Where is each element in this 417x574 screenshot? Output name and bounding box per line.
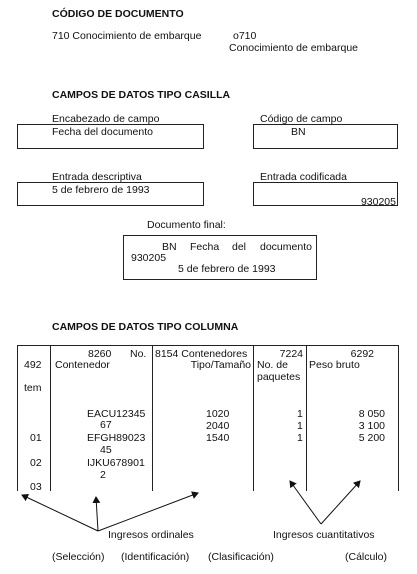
doc-final-fecha: Fecha	[190, 241, 220, 253]
box-fields-heading: CAMPOS DE DATOS TIPO CASILLA	[52, 89, 231, 101]
caption-clasificacion: (Clasificación)	[208, 551, 274, 563]
col4-num: 7224	[279, 348, 303, 360]
row3-type: 1540	[206, 432, 230, 444]
doc-final-del: del	[232, 241, 247, 253]
arrow-selection	[22, 495, 98, 531]
row1-container-b: 67	[100, 419, 112, 431]
encabezado-value: Fecha del documento	[52, 126, 153, 138]
row1-weight: 8 050	[358, 408, 385, 420]
arrow-weight	[321, 481, 360, 524]
row3-container-a: EFGH89023	[87, 432, 146, 444]
col2-no: No.	[130, 348, 147, 360]
col5-num: 6292	[350, 348, 374, 360]
ingresos-ordinales-label: Ingresos ordinales	[108, 529, 194, 541]
entrada-desc-label: Entrada descriptiva	[52, 171, 142, 183]
entrada-desc-value: 5 de febrero de 1993	[52, 184, 150, 196]
doc-final-label: Documento final:	[147, 219, 226, 231]
codigo-value: BN	[291, 126, 306, 138]
row5-item: 03	[30, 481, 42, 493]
row1-container-a: EACU12345	[87, 408, 146, 420]
caption-identificacion: (Identificación)	[121, 551, 190, 563]
col2-num: 8260	[88, 348, 112, 360]
col3-label2: Tipo/Tamaño	[190, 359, 251, 371]
col1-header: 492	[24, 359, 42, 371]
col3-label1: 8154 Contenedores	[155, 348, 248, 360]
row3-container-b: 45	[100, 444, 112, 456]
arrow-pk	[290, 481, 321, 524]
row4-container-a: IJKU678901	[87, 457, 145, 469]
doc-code-left: 710 Conocimiento de embarque	[52, 30, 202, 42]
doc-code-heading: CÓDIGO DE DOCUMENTO	[52, 8, 184, 20]
col2-label: Contenedor	[55, 359, 110, 371]
codigo-label: Código de campo	[260, 113, 343, 125]
col1-header2: tem	[24, 382, 42, 394]
row3-pk: 1	[297, 432, 303, 444]
doc-final-bn: BN	[162, 241, 177, 253]
column-fields-heading: CAMPOS DE DATOS TIPO COLUMNA	[52, 321, 239, 333]
encabezado-label: Encabezado de campo	[52, 113, 160, 125]
col4-label: No. de paquetes	[257, 359, 301, 383]
doc-final-code: 930205	[131, 252, 167, 264]
row2-pk: 1	[297, 420, 303, 432]
doc-code-right-code: o710	[233, 30, 257, 42]
entrada-cod-label: Entrada codificada	[260, 171, 347, 183]
doc-final-date: 5 de febrero de 1993	[178, 263, 276, 275]
caption-calculo: (Cálculo)	[345, 551, 388, 563]
row2-type: 2040	[206, 420, 230, 432]
row2-weight: 3 100	[358, 420, 385, 432]
row4-item: 02	[30, 457, 42, 469]
row3-weight: 5 200	[358, 432, 385, 444]
row1-pk: 1	[297, 408, 303, 420]
entrada-cod-value: 930205	[360, 196, 396, 208]
ingresos-cuantitativos-label: Ingresos cuantitativos	[273, 529, 375, 541]
doc-final-documento: documento	[260, 241, 312, 253]
row1-type: 1020	[206, 408, 230, 420]
doc-code-right-text: Conocimiento de embarque	[229, 42, 358, 54]
caption-seleccion: (Selección)	[52, 551, 105, 563]
row3-item: 01	[30, 432, 42, 444]
arrow-classification	[98, 493, 198, 531]
arrow-identification	[96, 497, 98, 531]
row4-container-b: 2	[100, 469, 106, 481]
col5-label: Peso bruto	[309, 359, 360, 371]
